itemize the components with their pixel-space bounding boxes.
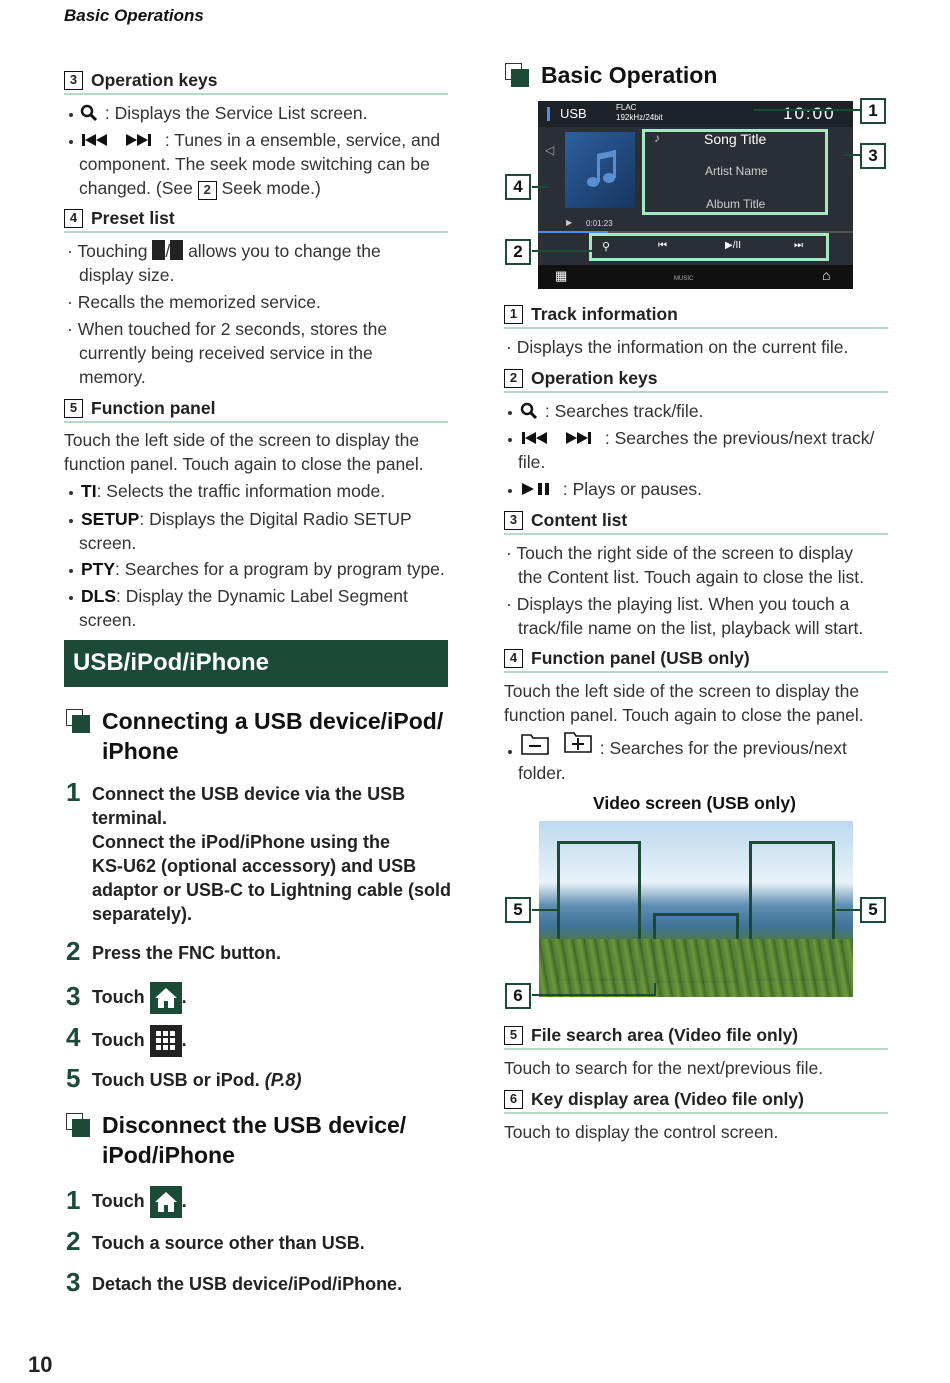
section-marker-icon <box>505 63 529 87</box>
music-label: MUSIC <box>674 276 694 282</box>
skip-prev-next-icon <box>520 430 600 446</box>
section-title: Preset list <box>91 208 175 228</box>
step-number: 2 <box>66 1226 81 1256</box>
section-marker-icon <box>66 709 90 733</box>
callout-3: 3 <box>860 143 886 169</box>
step-text: Detach the USB device/iPod/iPhone. <box>92 1274 403 1294</box>
section-preset-list <box>64 208 448 233</box>
paragraph: Touch the left side of the screen to display the <box>504 681 860 701</box>
list-item: : Searches the previous/next track/ <box>520 426 874 450</box>
section-operation-keys-right: 2 Operation keys <box>504 368 888 393</box>
list-item: · When touched for 2 seconds, stores the <box>67 319 388 339</box>
heading-disconnect: Disconnect the USB device/ iPod/iPhone <box>66 1110 406 1170</box>
song-title: Song Title <box>704 131 767 147</box>
section-function-panel-usb: 4 Function panel (USB only) <box>504 648 888 673</box>
list-item: : Plays or pauses. <box>520 477 702 501</box>
callout-1: 1 <box>860 98 886 124</box>
search-icon: ⚲ <box>602 241 611 253</box>
app-grid-icon: ▦ <box>555 268 568 283</box>
section-function-panel <box>64 398 448 423</box>
list-item-cont: the Content list. Touch again to close the list. <box>518 567 864 587</box>
section-file-search: 5 File search area (Video file only) <box>504 1025 888 1050</box>
step-number: 3 <box>66 981 81 1011</box>
list-item: · Touch the right side of the screen to display <box>506 543 853 563</box>
list-item: · Recalls the memorized service. <box>67 292 321 312</box>
callout-5-right: 5 <box>860 897 886 923</box>
section-title: Operation keys <box>91 70 218 90</box>
section-title: Function panel <box>91 398 216 418</box>
list-item: PTY: Searches for a program by program type. <box>81 559 445 579</box>
callout-leaders <box>500 95 900 270</box>
callout-2: 2 <box>505 239 531 265</box>
section-content-list: 3 Content list <box>504 510 888 535</box>
list-item-cont: screen. <box>79 610 137 630</box>
list-item-cont: file. <box>518 452 546 472</box>
paragraph: function panel. Touch again to close the panel. <box>504 705 864 725</box>
bullet <box>69 569 73 573</box>
note-icon: ♪ <box>654 131 660 145</box>
step-number: 5 <box>66 1063 81 1093</box>
list-item: : Searches track/file. <box>520 399 703 423</box>
search-icon <box>520 402 540 420</box>
list-item-cont: currently being received service in the <box>79 343 373 363</box>
list-item-cont: memory. <box>79 367 146 387</box>
step-text: Touch USB or iPod. (P.8) <box>92 1070 302 1090</box>
video-caption: Video screen (USB only) <box>593 793 796 813</box>
heading-connecting: Connecting a USB device/iPod/ iPhone <box>66 706 443 766</box>
step-text: Connect the USB device via the USB terminal. Connect the iPod/iPhone using the KS-U62 (optional accessory) and USB adaptor or USB-C to Lightning cable (sold separately). <box>92 784 451 924</box>
play-pause-icon: ▶/II <box>725 240 742 251</box>
bullet <box>69 113 73 117</box>
list-item: · Touching / allows you to change the <box>67 241 381 261</box>
section-number: 5 <box>64 399 83 418</box>
section-key-display: 6 Key display area (Video file only) <box>504 1089 888 1114</box>
callout-4: 4 <box>505 174 531 200</box>
paragraph: Touch to search for the next/previous file. <box>504 1058 824 1078</box>
home-icon <box>150 982 182 1014</box>
expand-button-icon <box>170 240 183 260</box>
heading-basic-operation: Basic Operation <box>505 60 717 90</box>
list-item-cont: changed. (See 2 Seek mode.) <box>79 178 321 198</box>
video-callout-leaders <box>500 815 900 1005</box>
section-number: 4 <box>64 209 83 228</box>
left-arrow-icon: ◁ <box>545 143 555 157</box>
list-item: · Displays the information on the current file. <box>506 337 849 357</box>
skip-next-icon: ⏭ <box>794 240 803 251</box>
list-item-cont: track/file name on the list, playback will start. <box>518 618 864 638</box>
step-text: Touch . <box>92 982 187 1014</box>
bullet <box>508 438 512 442</box>
source-label: USB <box>560 106 587 121</box>
home-icon <box>150 1186 182 1218</box>
elapsed-time: 0:01:23 <box>586 219 613 228</box>
callout-5-left: 5 <box>505 897 531 923</box>
list-item: : Displays the Service List screen. <box>80 101 367 125</box>
folder-plus-icon <box>563 730 595 756</box>
play-indicator-icon: ▶ <box>566 218 573 227</box>
home-icon: ⌂ <box>822 267 831 283</box>
bullet <box>508 411 512 415</box>
ref-number: 2 <box>198 181 217 200</box>
section-marker-icon <box>66 1113 90 1137</box>
step-number: 4 <box>66 1022 81 1052</box>
step-text: Touch . <box>92 1025 187 1057</box>
list-item-cont: component. The seek mode switching can be <box>79 154 430 174</box>
section-operation-keys <box>64 70 448 95</box>
list-item-cont: folder. <box>518 763 566 783</box>
step-number: 2 <box>66 936 81 966</box>
step-number: 1 <box>66 777 81 807</box>
bullet <box>69 491 73 495</box>
skip-prev-next-icon <box>80 132 160 148</box>
callout-6: 6 <box>505 983 531 1009</box>
format-info: FLAC 192kHz/24bit <box>616 103 663 122</box>
paragraph: Touch to display the control screen. <box>504 1122 779 1142</box>
list-item-cont: display size. <box>79 265 175 285</box>
search-icon <box>80 104 100 122</box>
step-number: 3 <box>66 1267 81 1297</box>
list-item-cont: screen. <box>79 533 137 553</box>
bullet <box>69 519 73 523</box>
bullet <box>69 596 73 600</box>
folder-minus-icon <box>520 730 552 756</box>
paragraph: function panel. Touch again to close the panel. <box>64 454 424 474</box>
list-item: DLS: Display the Dynamic Label Segment <box>81 586 408 606</box>
list-item: : Tunes in a ensemble, service, and <box>80 128 440 152</box>
artist-name: Artist Name <box>705 164 768 178</box>
section-number: 3 <box>64 71 83 90</box>
running-header: Basic Operations <box>64 6 204 25</box>
bullet <box>69 140 73 144</box>
app-grid-icon <box>150 1025 182 1057</box>
step-text: Touch a source other than USB. <box>92 1233 365 1253</box>
collapse-button-icon <box>152 240 165 260</box>
chapter-title: USB/iPod/iPhone <box>64 640 448 687</box>
page-number: 10 <box>28 1352 53 1377</box>
paragraph: Touch the left side of the screen to display the <box>64 430 420 450</box>
skip-prev-icon: ⏮ <box>658 240 667 251</box>
album-title: Album Title <box>706 197 766 211</box>
list-item: · Displays the playing list. When you touch a <box>506 594 850 614</box>
list-item: : Searches for the previous/next <box>520 730 847 760</box>
bullet <box>508 750 512 754</box>
step-number: 1 <box>66 1185 81 1215</box>
bullet <box>508 489 512 493</box>
step-text: Press the FNC button. <box>92 943 282 963</box>
play-pause-icon <box>520 481 558 497</box>
step-text: Touch . <box>92 1186 187 1218</box>
clock: 10:00 <box>783 104 836 123</box>
list-item: TI: Selects the traffic information mode. <box>81 481 386 501</box>
section-track-info: 1 Track information <box>504 304 888 329</box>
list-item: SETUP: Displays the Digital Radio SETUP <box>81 509 412 529</box>
